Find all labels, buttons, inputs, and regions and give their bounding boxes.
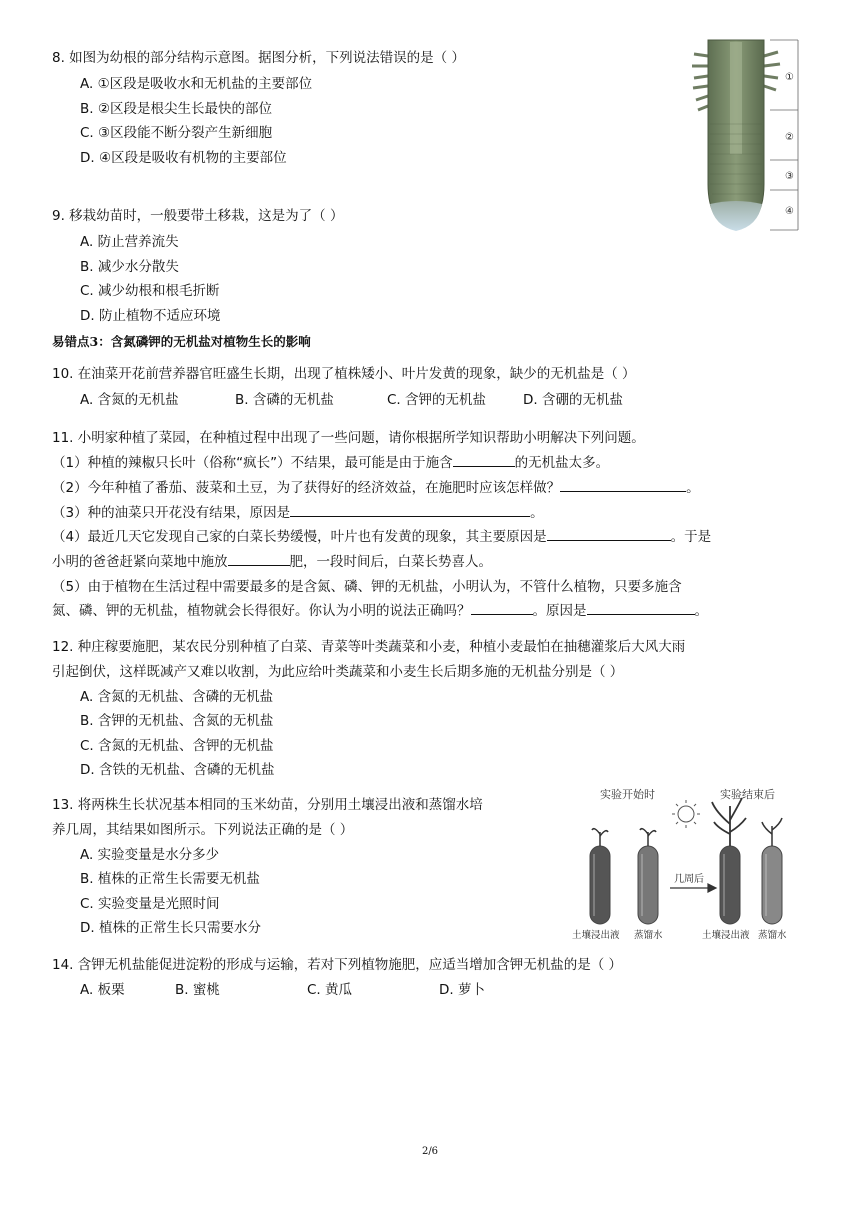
figure-label-2: ② [785,132,794,143]
q10-option-d: D. 含硼的无机盐 [523,392,623,408]
q11-part5-cont [52,599,708,623]
q9-option-d: D. 防止植物不适应环境 [80,308,221,324]
q9-option-b: B. 减少水分散失 [80,259,179,275]
q11-part3-text-b: 。 [530,505,544,521]
q11-part4-text-c: 小明的爸爸赶紧向菜地中施放 [52,554,228,570]
figure-soil-label-1: 土壤浸出液 [572,930,620,941]
q9-option-a: A. 防止营养流失 [80,234,179,250]
q11-part5-text-d: 。 [694,603,708,619]
figure-label-1: ① [785,72,794,83]
q11-blank-2[interactable] [560,476,686,492]
root-tip-figure [688,34,802,234]
q14-option-c: C. 黄瓜 [307,982,353,998]
figure-label-3: ③ [785,171,794,182]
q11-part4 [52,525,711,549]
q11-blank-1[interactable] [453,451,515,467]
figure-soil-label-2: 土壤浸出液 [702,930,750,941]
q12-stem-line2: 引起倒伏，这样既减产又难以收割，为此应给叶类蔬菜和小麦生长后期多施的无机盐分别是（ ） [52,664,624,680]
q11-part4-text-a: （4）最近几天它发现自己家的白菜长势缓慢，叶片也有发黄的现象，其主要原因是 [52,529,547,545]
q8-option-b: B. ②区段是根尖生长最快的部位 [80,101,272,117]
q13-option-a: A. 实验变量是水分多少 [80,847,220,863]
q8-option-c: C. ③区段能不断分裂产生新细胞 [80,125,273,141]
q11-blank-7[interactable] [587,599,695,615]
q12-option-b: B. 含钾的无机盐、含氮的无机盐 [80,713,274,729]
q10-options [80,388,623,412]
figure-water-label-1: 蒸馏水 [634,930,663,941]
q11-part1-text-a: （1）种植的辣椒只长叶（俗称“疯长”）不结果，最可能是由于施含 [52,455,453,471]
page-number: 2/6 [421,1146,439,1157]
q11-blank-6[interactable] [471,599,533,615]
q11-part2 [52,476,700,500]
experiment-figure [570,784,798,944]
q11-part3 [52,501,544,525]
q13-option-d: D. 植株的正常生长只需要水分 [80,920,261,936]
q11-part5-text-b: 氮、磷、钾的无机盐，植物就会长得很好。你认为小明的说法正确吗？ [52,603,471,619]
q10-option-b: B. 含磷的无机盐 [235,392,334,408]
q11-part4-cont [52,550,492,574]
q14-stem: 14. 含钾无机盐能促进淀粉的形成与运输，若对下列植物施肥，应适当增加含钾无机盐的是（ ） [52,957,623,973]
q14-option-d: D. 萝卜 [439,982,485,998]
q11-part3-text-a: （3）种的油菜只开花没有结果，原因是 [52,505,291,521]
q11-part1 [52,451,609,475]
q10-option-c: C. 含钾的无机盐 [387,392,487,408]
section-header: 易错点3：含氮磷钾的无机盐对植物生长的影响 [52,334,311,349]
q11-stem: 11. 小明家种植了菜园，在种植过程中出现了一些问题，请你根据所学知识帮助小明解决下列问题。 [52,430,645,446]
q14-options [80,978,485,1002]
q9-stem: 9. 移栽幼苗时，一般要带土移栽，这是为了（ ） [52,208,344,224]
figure-label-4: ④ [785,206,794,217]
q8-option-a: A. ①区段是吸收水和无机盐的主要部位 [80,76,313,92]
q11-part2-text-b: 。 [686,480,700,496]
q11-part5-text-c: 。原因是 [532,603,587,619]
q11-part5: （5）由于植物在生活过程中需要最多的是含氮、磷、钾的无机盐，小明认为，不管什么植物，只要多施含 [52,579,682,595]
figure-arrow-label: 几周后 [674,874,704,885]
q10-option-a: A. 含氮的无机盐 [80,392,179,408]
q11-blank-4[interactable] [547,525,671,541]
q12-option-c: C. 含氮的无机盐、含钾的无机盐 [80,738,274,754]
q11-part1-text-b: 的无机盐太多。 [514,455,610,471]
q9-option-c: C. 减少幼根和根毛折断 [80,283,220,299]
q8-option-d: D. ④区段是吸收有机物的主要部位 [80,150,287,166]
figure-end-label: 实验结束后 [720,788,775,801]
q14-option-b: B. 蜜桃 [175,982,220,998]
figure-water-label-2: 蒸馏水 [758,930,787,941]
q14-option-a: A. 板栗 [80,982,125,998]
figure-start-label: 实验开始时 [600,788,655,801]
q12-stem-line1: 12. 种庄稼要施肥，某农民分别种植了白菜、青菜等叶类蔬菜和小麦，种植小麦最怕在抽穗灌浆后大风大雨 [52,639,686,655]
q11-part4-text-b: 。于是 [670,529,712,545]
q13-option-c: C. 实验变量是光照时间 [80,896,220,912]
q11-blank-3[interactable] [290,501,530,517]
q12-option-d: D. 含铁的无机盐、含磷的无机盐 [80,762,275,778]
sun-icon [672,800,700,828]
q13-stem-line2: 养几周，其结果如图所示。下列说法正确的是（ ） [52,822,354,838]
q8-stem: 8. 如图为幼根的部分结构示意图。据图分析，下列说法错误的是（ ） [52,50,465,66]
q10-stem: 10. 在油菜开花前营养器官旺盛生长期，出现了植株矮小、叶片发黄的现象，缺少的无机盐是（ ） [52,366,636,382]
q11-part4-text-d: 肥，一段时间后，白菜长势喜人。 [289,554,492,570]
q11-part2-text-a: （2）今年种植了番茄、菠菜和土豆，为了获得好的经济效益，在施肥时应该怎样做？ [52,480,561,496]
q11-blank-5[interactable] [228,550,290,566]
q13-option-b: B. 植株的正常生长需要无机盐 [80,871,260,887]
q12-option-a: A. 含氮的无机盐、含磷的无机盐 [80,689,274,705]
q13-stem-line1: 13. 将两株生长状况基本相同的玉米幼苗，分别用土壤浸出液和蒸馏水培 [52,797,483,813]
